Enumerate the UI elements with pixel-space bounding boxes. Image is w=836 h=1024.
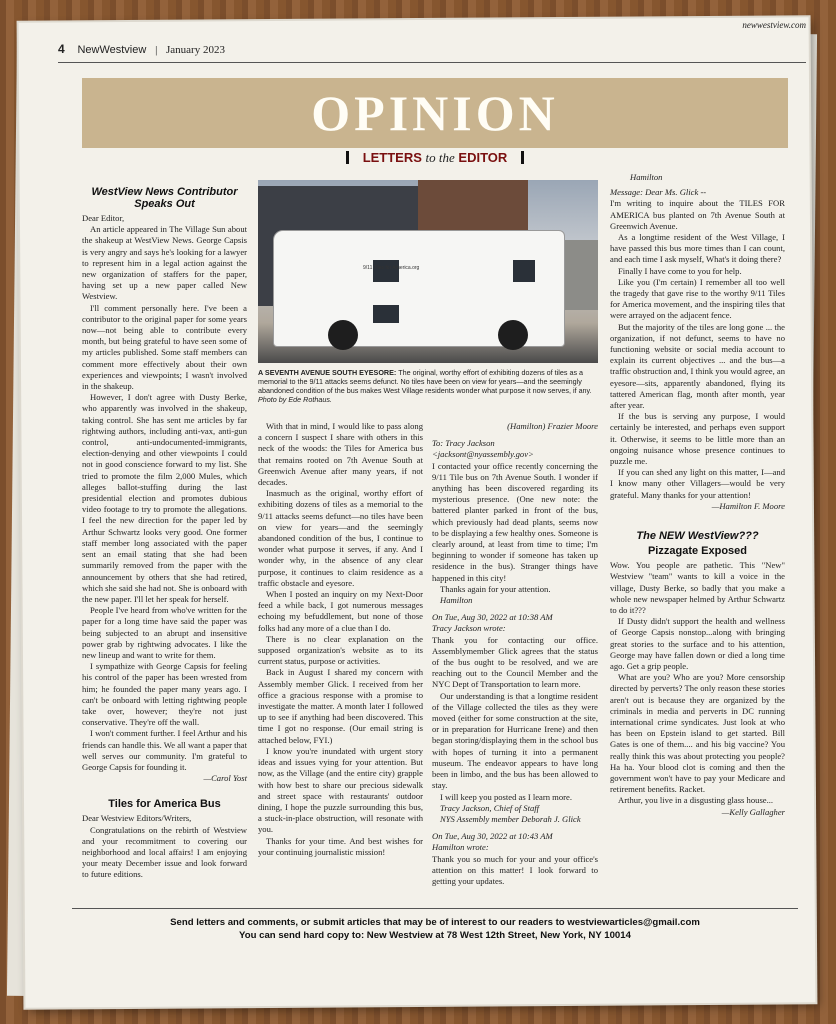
bus-wheel — [328, 320, 358, 350]
footer — [72, 916, 798, 942]
issue-date: January 2023 — [166, 44, 225, 56]
paragraph: If Dusty didn't support the health and wellness of George Capsis nonstop...along with bringing great stories to the surface and to his attention, George may have fallen down or died a long time ago. Get a grip people. — [610, 616, 785, 671]
email-header: Tracy Jackson wrote: — [432, 623, 506, 634]
caption-text: The original, worthy effort of exhibiting dozens of tiles as a memorial to the 9/11 attacks seems defunct. No tiles have been on view for years—and the seemingly abandoned condition of the bus makes West Village residents wonder what purpose it now serves, if any. — [258, 368, 592, 395]
header-separator: | — [155, 44, 158, 56]
page-header — [58, 20, 806, 60]
letter1-headline: WestView News Contributor Speaks Out — [91, 186, 238, 210]
paragraph: Thanks for your time. And best wishes for your continuing journalistic mission! — [258, 835, 423, 857]
email-header: Hamilton wrote: — [432, 842, 489, 853]
footer-rule — [72, 908, 798, 909]
email-signature: NYS Assembly member Deborah J. Glick — [440, 813, 581, 824]
bus-photo — [258, 180, 598, 363]
header-rule — [58, 62, 806, 63]
email-signature: Hamilton — [440, 595, 473, 606]
email-header: Message: Dear Ms. Glick -- — [610, 187, 707, 198]
footer-line: You can send hard copy to: New Westview at 78 West 12th Street, New York, NY 10014 — [239, 930, 631, 941]
paragraph: Thank you so much for your and your office's attention on this matter! I look forward to getting your updates. — [432, 853, 598, 886]
footer-line: Send letters and comments, or submit articles that may be of interest to our readers to westviewarticles@gmail.com — [170, 917, 700, 928]
paragraph: Our understanding is that a longtime resident of the Village collected the tiles as they were moved (either for some construction at the site, or in preparation for Hurricane Irene) and then began storing/displaying them in the school bus with hopes of turning it into a permanent museum. The endeavor appears to have long been in limbo, and the bus has been allowed to stay. — [432, 690, 598, 791]
signature: —Carol Yost — [203, 773, 247, 784]
website: newwestview.com — [742, 20, 806, 30]
section-title: OPINION — [311, 85, 559, 141]
signature: (Hamilton) Frazier Moore — [507, 421, 598, 431]
column-4 — [610, 172, 785, 818]
bus-window — [513, 260, 535, 282]
paragraph: People I've heard from who've written for the paper for a long time have said the paper was being subjected to an abrupt and insensitive power grab by rightwing advocates. I like the new lineup and want to write for them. — [82, 605, 247, 660]
email-to: To: Tracy Jackson — [432, 438, 495, 449]
email-header: On Tue, Aug 30, 2022 at 10:43 AM — [432, 831, 553, 842]
bus-wheel — [498, 320, 528, 350]
section-banner — [82, 78, 788, 148]
editor-word: EDITOR — [458, 150, 508, 165]
paragraph: I'm writing to inquire about the TILES FOR AMERICA bus planted on 7th Avenue South at Greenwich Avenue. — [610, 198, 785, 231]
paragraph: Thank you for contacting our office. Assemblymember Glick agrees that the status of the bus ought to be resolved, and we are reaching out to the Council Member and the NYC Dept of Transportation to learn more. — [432, 634, 598, 690]
email-header: On Tue, Aug 30, 2022 at 10:38 AM — [432, 612, 553, 623]
paragraph: Thanks again for your attention. — [440, 583, 551, 594]
signature: —Kelly Gallagher — [721, 806, 785, 817]
paragraph: As a longtime resident of the West Village, I have passed this bus more times than I can count, and each time I ask myself, What's it doing there? — [610, 232, 785, 265]
paragraph: If you can shed any light on this matter, I—and I know many other Villagers—would be very grateful. Many thanks for your attention! — [610, 467, 785, 500]
email-signature: Tracy Jackson, Chief of Staff — [440, 802, 540, 813]
paragraph: I contacted your office recently concerning the 9/11 Tile bus on 7th Avenue South. I wonder if anything has been discovered regarding its mysterious presence. (One new note: the battered planter parked in front of the bus, which previously had dead plants, seems now to be displaying a few healthy ones. Someone is clearly around, at least from time to time; I'm beginning to wonder if someone has taken up residence in the bus). Stranger things have happened in this city! — [432, 460, 598, 583]
letter3-headline-sub: Pizzagate Exposed — [647, 545, 748, 558]
paragraph: I'll comment personally here. I've been a contributor to the original paper for some years now—not being able to contribute every month, but being grateful to have seen some of my articles published. Some staff members can comment more effectively about their own experiences and viewpoints; I wasn't involved in the shakeup. — [82, 302, 247, 392]
caption-lead: A SEVENTH AVENUE SOUTH EYESORE: — [258, 368, 397, 377]
divider-bar — [521, 151, 524, 164]
paragraph: But the majority of the tiles are long gone ... the organization, if not defunct, seems to have no functioning website or social media account to explain its current objectives ... and the bus—a traffic obstruction and, I think you would agree, an eyesore—sits, apparently abandoned, flying its tattered American flag, month after month, year after year. — [610, 321, 786, 411]
bus-lettering: 9/11 Tiles for America.org — [363, 265, 420, 271]
paragraph: Inasmuch as the original, worthy effort of exhibiting dozens of tiles as a memorial to the 9/11 attacks seems defunct—no tiles have been on view for years—and the seemingly abandoned condition of the bus, I continue to wonder what purpose it serves, if any. And I wonder why, in the absence of any clear purpose, it continues to claim residence as a traffic obstacle and eyesore. — [258, 488, 423, 588]
column-2 — [258, 421, 423, 858]
paragraph: Finally I have come to you for help. — [618, 265, 742, 276]
paragraph: I sympathize with George Capsis for feeling his control of the paper has been wrested from him; he founded the paper many years ago. I can't be onboard with letting rightwing people take over, however; they're not just conservative. They're off the wall. — [82, 661, 247, 728]
column-3 — [432, 421, 598, 887]
paragraph: Like you (I'm certain) I remember all too well the tragedy that gave rise to the worthy 9/11 Tiles for America movement, and the inspiring tiles that were arrayed on the adjacent fence. — [610, 276, 785, 321]
paragraph: I know you're inundated with urgent story ideas and issues vying for your attention. But now, as the Village (and the entire city) grapple with how best to share our precious sidewalk and street space with restaurants' outdoor dining, I hope the puzzle surrounding this bus, a stuck-in-place obstruction, will resonate with you. — [258, 745, 423, 835]
to-the-word: to the — [425, 150, 455, 165]
email-signature: Hamilton — [630, 172, 663, 182]
photo-credit: Photo by Ede Rothaus. — [258, 395, 332, 404]
paragraph: Wow. You people are pathetic. This "New" Westview "team" wants to kill a voice in the village, Dusty Berke, so badly that you make a whole new newspaper helmed by Arthur Schwartz to do it??? — [610, 560, 785, 615]
signature: —Hamilton F. Moore — [711, 500, 785, 511]
paragraph: What are you? Who are you? More censorship directed by perverts? The only reason these stories aren't out is because they are organized by the criminals in media and perverts in DC running international crime syndicates. Just look at who has been on Epstein island to get started. Bill Gates is one of them.... and his big vaccine? You really think this was about protecting you people? Ha ha. Your blood clot is coming and then the government won't have to pay your Medicare and retirement benefits. Racket. — [610, 672, 785, 795]
publication-name: NewWestview — [77, 44, 147, 56]
divider-bar — [346, 151, 349, 164]
bus-window — [373, 260, 399, 282]
paragraph: I won't comment further. I feel Arthur and his friends can handle this. We all want a paper that well serves our community. I'm grateful to George Capsis for founding it. — [82, 728, 247, 772]
bus-window — [373, 305, 399, 323]
photo-caption — [258, 368, 598, 404]
page-number: 4 — [58, 42, 65, 56]
letters-subheading — [82, 150, 788, 166]
paragraph: An article appeared in The Village Sun about the shakeup at WestView News. George Capsis is very angry and says he's looking for a lawyer to represent him in a legal action against the new organization of staffers for the paper, having set up a new paper called New Westview. — [82, 224, 247, 302]
paragraph: With that in mind, I would like to pass along a concern I suspect I share with others in this neck of the woods: the Tiles for America bus that remains rooted on 7th Avenue South at Greenwich Avenue after many years, if not decades. — [258, 421, 423, 488]
paragraph: Arthur, you live in a disgusting glass house... — [618, 795, 774, 806]
letters-word: LETTERS — [362, 150, 422, 165]
paragraph: If the bus is serving any purpose, I would certainly be interested, and perhaps even support it. Otherwise, it seems to be little more than an ongoing nuisance whose presence continues to puzzle me. — [610, 411, 785, 467]
paragraph: I will keep you posted as I learn more. — [440, 791, 572, 802]
column-1 — [82, 186, 247, 881]
paragraph: There is no clear explanation on the supposed organization's website as to its current status, purpose or activities. — [258, 633, 423, 667]
paragraph: When I posted an inquiry on my Next-Door feed a while back, I got numerous messages echoing my befuddlement, but none of those folks had any more of a clue than I do. — [258, 589, 423, 633]
paragraph: However, I don't agree with Dusty Berke, who apparently was involved in the shakeup, taking control. She has sent me articles by far rightwing authors, including anti-vax, anti-gun control, anti-undocumented-immigrants, election-denying and other viewpoints I could not in good conscience forward to my list. She tried to promote the film 2,000 Mules, which alleges ballot-stuffing during the last presidential election and promotes dubious video footage to try to promote the allegations. I feel the new direction for the paper led by Arthur Schwartz looks very good. One former staff member long associated with the paper sent an email stating that she had been summarily removed from the paper with the announcement by others that she had retired, which she said she had not. She is onboard with the new paper. I'll let her speak for herself. — [82, 392, 247, 604]
email-address: <jacksont@nyassembly.gov> — [432, 449, 534, 460]
letter3-headline: The NEW WestView??? — [636, 530, 759, 543]
paragraph: Back in August I shared my concern with Assembly member Glick. I received from her office a gracious response with a promise to investigate the matter. A month later I followed up to see if anything had been discovered. This time I got no response. (Our email string is attached below, FYI.) — [258, 667, 423, 745]
letter2-headline: Tiles for America Bus — [108, 798, 221, 811]
paragraph: Dear Westview Editors/Writers, — [82, 813, 192, 824]
paragraph: Congratulations on the rebirth of Westview and your recommitment to covering our neighborhood and local affairs! I am enjoying your meaty December issue and look forward to future editions. — [82, 824, 247, 880]
paragraph: Dear Editor, — [82, 213, 125, 223]
